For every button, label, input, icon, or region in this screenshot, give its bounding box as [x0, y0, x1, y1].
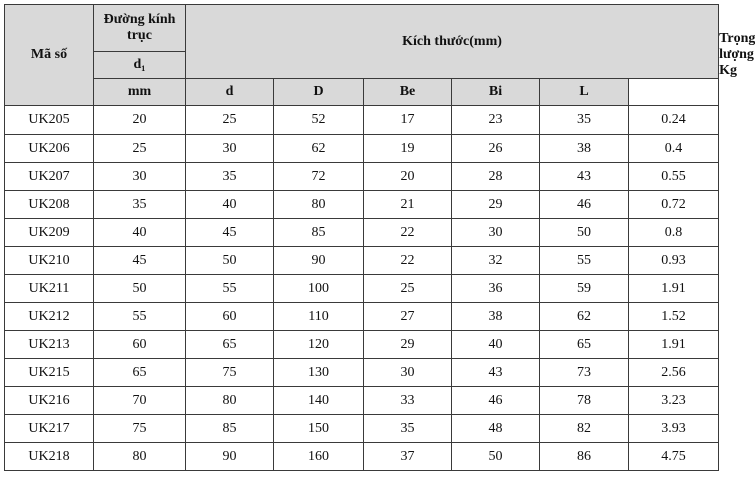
- code-cell: UK213: [5, 331, 94, 359]
- Bi-cell: 40: [452, 331, 540, 359]
- Be-cell: 30: [364, 359, 452, 387]
- Bi-cell: 26: [452, 135, 540, 163]
- d-cell: 45: [186, 219, 274, 247]
- Bi-cell: 50: [452, 443, 540, 471]
- Be-cell: 22: [364, 247, 452, 275]
- header-d1: d₁: [94, 52, 186, 79]
- code-cell: UK217: [5, 415, 94, 443]
- table-row: [5, 135, 719, 163]
- table-row: [5, 191, 719, 219]
- header-L: L: [540, 79, 629, 106]
- L-cell: 65: [540, 331, 629, 359]
- L-cell: 59: [540, 275, 629, 303]
- table-row: [5, 331, 719, 359]
- d1-cell: 55: [94, 303, 186, 331]
- weight-cell: 3.93: [629, 415, 719, 443]
- d1-cell: 60: [94, 331, 186, 359]
- weight-cell: 0.8: [629, 219, 719, 247]
- header-code: Mã số: [5, 5, 94, 106]
- d-cell: 50: [186, 247, 274, 275]
- d1-cell: 80: [94, 443, 186, 471]
- weight-cell: 0.93: [629, 247, 719, 275]
- D-cell: 120: [274, 331, 364, 359]
- code-cell: UK209: [5, 219, 94, 247]
- weight-cell: 2.56: [629, 359, 719, 387]
- d1-cell: 40: [94, 219, 186, 247]
- d1-cell: 45: [94, 247, 186, 275]
- code-cell: UK206: [5, 135, 94, 163]
- header-Be: Be: [364, 79, 452, 106]
- d-cell: 80: [186, 387, 274, 415]
- d1-cell: 70: [94, 387, 186, 415]
- code-cell: UK211: [5, 275, 94, 303]
- weight-cell: 1.91: [629, 275, 719, 303]
- Be-cell: 37: [364, 443, 452, 471]
- D-cell: 52: [274, 106, 364, 135]
- d-cell: 90: [186, 443, 274, 471]
- Bi-cell: 36: [452, 275, 540, 303]
- Be-cell: 20: [364, 163, 452, 191]
- Bi-cell: 23: [452, 106, 540, 135]
- d-cell: 65: [186, 331, 274, 359]
- d1-cell: 50: [94, 275, 186, 303]
- table-row: [5, 387, 719, 415]
- Be-cell: 22: [364, 219, 452, 247]
- table-row: [5, 443, 719, 471]
- Be-cell: 29: [364, 331, 452, 359]
- table-row: [5, 219, 719, 247]
- header-dimensions: Kích thước(mm): [186, 5, 719, 79]
- header-unit-mm: mm: [94, 79, 186, 106]
- d1-cell: 75: [94, 415, 186, 443]
- Bi-cell: 38: [452, 303, 540, 331]
- D-cell: 85: [274, 219, 364, 247]
- L-cell: 73: [540, 359, 629, 387]
- weight-cell: 0.72: [629, 191, 719, 219]
- Bi-cell: 30: [452, 219, 540, 247]
- L-cell: 35: [540, 106, 629, 135]
- d-cell: 30: [186, 135, 274, 163]
- D-cell: 72: [274, 163, 364, 191]
- table-body: [5, 106, 719, 471]
- weight-cell: 0.4: [629, 135, 719, 163]
- table-row: [5, 359, 719, 387]
- d-cell: 85: [186, 415, 274, 443]
- code-cell: UK207: [5, 163, 94, 191]
- D-cell: 150: [274, 415, 364, 443]
- Bi-cell: 29: [452, 191, 540, 219]
- Be-cell: 21: [364, 191, 452, 219]
- Be-cell: 35: [364, 415, 452, 443]
- header-D: D: [274, 79, 364, 106]
- L-cell: 43: [540, 163, 629, 191]
- D-cell: 100: [274, 275, 364, 303]
- header-shaft-diameter: Đường kính trục: [94, 5, 186, 52]
- d1-cell: 65: [94, 359, 186, 387]
- weight-cell: 0.24: [629, 106, 719, 135]
- bearing-spec-table: Mã số Đường kính trục Kích thước(mm) Trọng lượng Kg d₁ mm d D Be Bi L UK205 20 25 52 17 23 35 0.24 UK206 25 30 62 19 26 38 0.4 UK207 30 35 72 20 28 43 0.55 UK208 35 40 80 21 29 46 0.72 UK209 40 45 85 22 30 50 0.8 UK210 45 50 90 22 32 55 0.93 UK211 50 55 100 25 36 59 1.91 UK212 55 60 110 27 38 62 1.52 UK213 60 65 120 29 40 65 1.91 UK215 65 75 130 30 43 73 2.56 UK216 70 80 140 33 46 78 3.23 UK217 75 85 150 35 48 82 3.93 UK218 80 90 160 37 50 86 4.75: [4, 4, 719, 471]
- weight-cell: 1.52: [629, 303, 719, 331]
- L-cell: 78: [540, 387, 629, 415]
- Be-cell: 27: [364, 303, 452, 331]
- D-cell: 90: [274, 247, 364, 275]
- d-cell: 40: [186, 191, 274, 219]
- code-cell: UK210: [5, 247, 94, 275]
- D-cell: 110: [274, 303, 364, 331]
- table-row: [5, 275, 719, 303]
- code-cell: UK205: [5, 106, 94, 135]
- table-row: [5, 106, 719, 135]
- code-cell: UK212: [5, 303, 94, 331]
- d-cell: 60: [186, 303, 274, 331]
- Be-cell: 17: [364, 106, 452, 135]
- d1-cell: 30: [94, 163, 186, 191]
- d-cell: 25: [186, 106, 274, 135]
- L-cell: 82: [540, 415, 629, 443]
- L-cell: 46: [540, 191, 629, 219]
- header-d: d: [186, 79, 274, 106]
- d1-cell: 25: [94, 135, 186, 163]
- L-cell: 86: [540, 443, 629, 471]
- L-cell: 55: [540, 247, 629, 275]
- D-cell: 140: [274, 387, 364, 415]
- Bi-cell: 28: [452, 163, 540, 191]
- L-cell: 38: [540, 135, 629, 163]
- weight-cell: 0.55: [629, 163, 719, 191]
- d-cell: 55: [186, 275, 274, 303]
- Bi-cell: 46: [452, 387, 540, 415]
- Bi-cell: 48: [452, 415, 540, 443]
- Be-cell: 19: [364, 135, 452, 163]
- D-cell: 62: [274, 135, 364, 163]
- code-cell: UK218: [5, 443, 94, 471]
- table-row: [5, 303, 719, 331]
- D-cell: 160: [274, 443, 364, 471]
- weight-cell: 4.75: [629, 443, 719, 471]
- table-row: [5, 415, 719, 443]
- header-Bi: Bi: [452, 79, 540, 106]
- code-cell: UK215: [5, 359, 94, 387]
- d1-cell: 35: [94, 191, 186, 219]
- weight-cell: 3.23: [629, 387, 719, 415]
- table-row: [5, 163, 719, 191]
- code-cell: UK216: [5, 387, 94, 415]
- L-cell: 62: [540, 303, 629, 331]
- L-cell: 50: [540, 219, 629, 247]
- d-cell: 35: [186, 163, 274, 191]
- D-cell: 130: [274, 359, 364, 387]
- d1-cell: 20: [94, 106, 186, 135]
- table-row: [5, 247, 719, 275]
- weight-cell: 1.91: [629, 331, 719, 359]
- Be-cell: 25: [364, 275, 452, 303]
- code-cell: UK208: [5, 191, 94, 219]
- D-cell: 80: [274, 191, 364, 219]
- Be-cell: 33: [364, 387, 452, 415]
- d-cell: 75: [186, 359, 274, 387]
- Bi-cell: 43: [452, 359, 540, 387]
- Bi-cell: 32: [452, 247, 540, 275]
